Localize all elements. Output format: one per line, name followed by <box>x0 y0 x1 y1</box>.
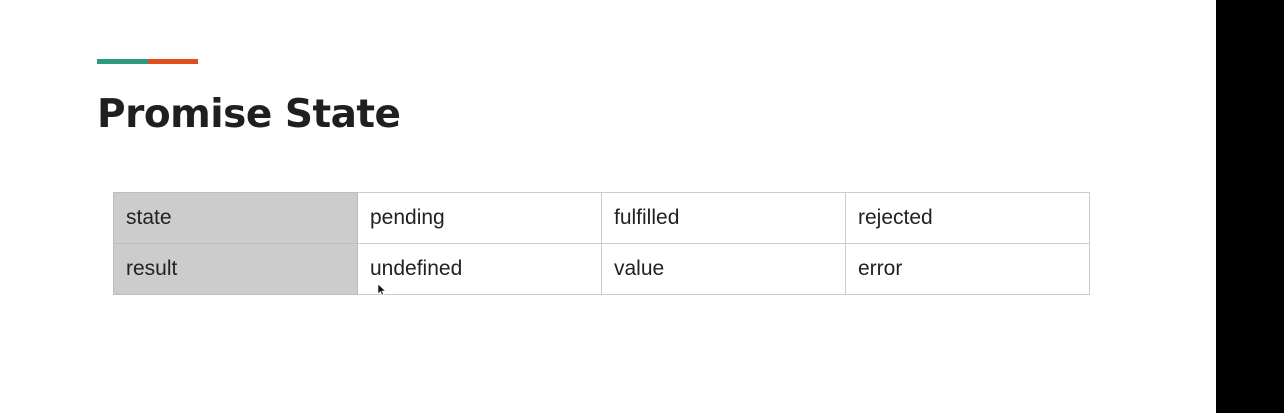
title-accent-bar <box>97 59 198 64</box>
screen-edge-black-bar <box>1216 0 1284 413</box>
table-cell: error <box>846 244 1090 295</box>
table-cell: fulfilled <box>602 193 846 244</box>
table-row <box>114 244 1090 295</box>
row-label-result: result <box>114 244 358 295</box>
table-cell: pending <box>358 193 602 244</box>
table-cell: value <box>602 244 846 295</box>
mouse-pointer-icon <box>378 284 386 296</box>
slide-title: Promise State <box>97 92 401 137</box>
row-label-state: state <box>114 193 358 244</box>
table-cell: undefined <box>358 244 602 295</box>
table-row <box>114 193 1090 244</box>
accent-segment-green <box>97 59 148 64</box>
promise-state-table <box>113 192 1090 295</box>
table-cell: rejected <box>846 193 1090 244</box>
accent-segment-orange <box>148 59 198 64</box>
